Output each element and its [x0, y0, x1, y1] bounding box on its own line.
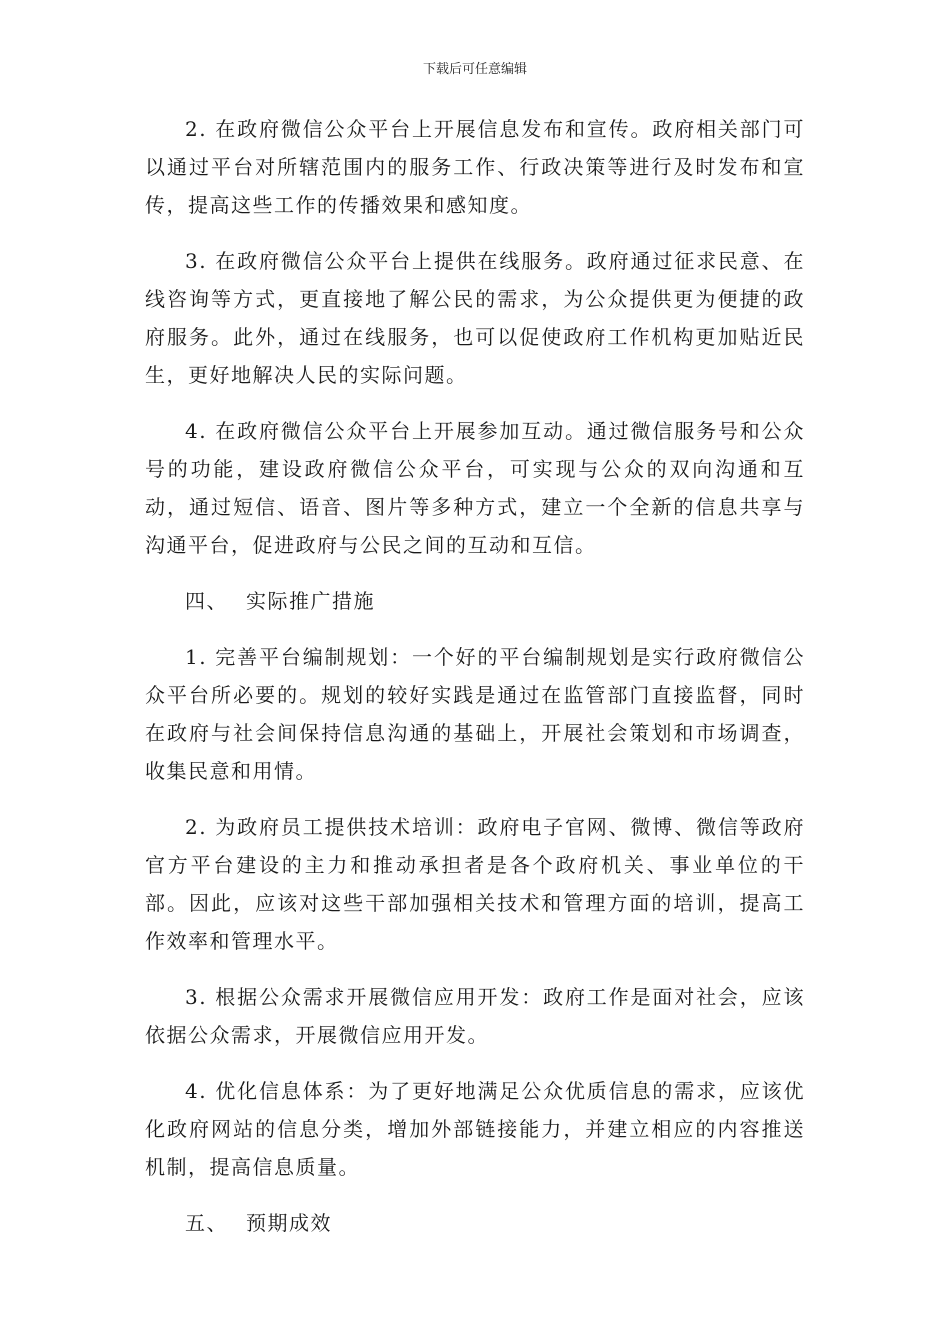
paragraph-interaction: 4. 在政府微信公众平台上开展参加互动。通过微信服务号和公众号的功能，建设政府微信公众平台，可实现与公众的双向沟通和互动，通过短信、语音、图片等多种方式，建立一个全新的信息共享与沟通平台，促进政府与公民之间的互动和互信。: [145, 419, 805, 557]
paragraph-measure-planning: 1. 完善平台编制规划：一个好的平台编制规划是实行政府微信公众平台所必要的。规划的较好实践是通过在监管部门直接监督，同时在政府与社会间保持信息沟通的基础上，开展社会策划和市场调查，收集民意和用情。: [145, 645, 805, 783]
section-title: 预期成效: [246, 1211, 332, 1235]
section-number: 五、: [185, 1211, 228, 1235]
paragraph-platform-publishing: 2. 在政府微信公众平台上开展信息发布和宣传。政府相关部门可以通过平台对所辖范围内的服务工作、行政决策等进行及时发布和宣传，提高这些工作的传播效果和感知度。: [145, 117, 805, 217]
paragraph-measure-app-dev: 3. 根据公众需求开展微信应用开发：政府工作是面对社会，应该依据公众需求，开展微信应用开发。: [145, 985, 805, 1047]
document-body: [145, 110, 805, 1260]
paragraph-measure-training: 2. 为政府员工提供技术培训：政府电子官网、微博、微信等政府官方平台建设的主力和推动承担者是各个政府机关、事业单位的干部。因此，应该对这些干部加强相关技术和管理方面的培训，提高工作效率和管理水平。: [145, 815, 805, 953]
page-header: 下载后可任意编辑: [422, 62, 527, 77]
section-title: 实际推广措施: [246, 589, 375, 613]
section-heading-expected-results: [145, 1204, 805, 1242]
section-number: 四、: [185, 589, 228, 613]
section-heading-promotion: [145, 582, 805, 620]
paragraph-online-service: 3. 在政府微信公众平台上提供在线服务。政府通过征求民意、在线咨询等方式，更直接地了解公民的需求，为公众提供更为便捷的政府服务。此外，通过在线服务，也可以促使政府工作机构更加贴近民生，更好地解决人民的实际问题。: [145, 249, 805, 387]
paragraph-measure-info-system: 4. 优化信息体系：为了更好地满足公众优质信息的需求，应该优化政府网站的信息分类，增加外部链接能力，并建立相应的内容推送机制，提高信息质量。: [145, 1079, 805, 1179]
